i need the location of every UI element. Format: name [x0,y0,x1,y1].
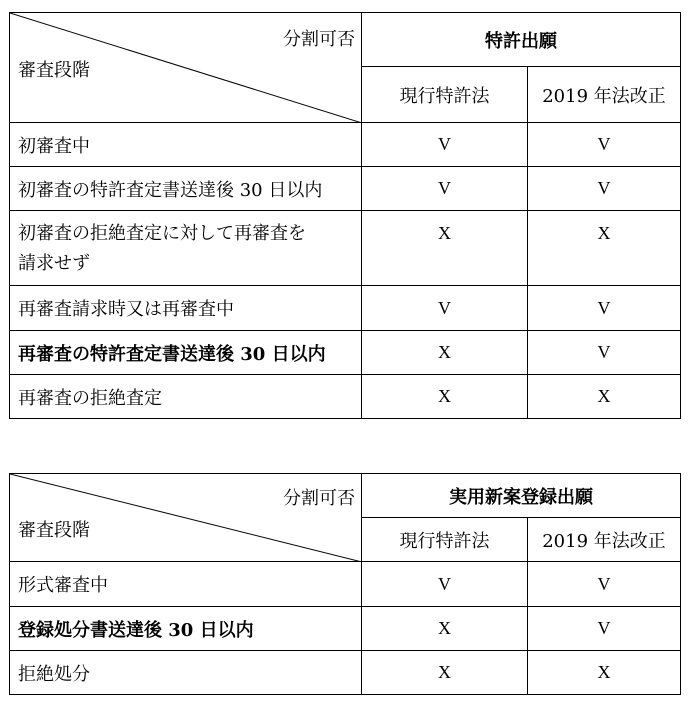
revised-law-cell: V [528,607,681,651]
stage-cell: 初審査中 [10,123,362,167]
stage-cell [10,211,362,286]
table-row [10,607,681,651]
table-row [10,286,681,331]
col-header-revised: 2019 年法改正 [528,518,681,562]
col-header-revised: 2019 年法改正 [528,67,681,123]
current-law-cell: X [362,375,528,419]
table-row [10,562,681,607]
table-row [10,375,681,419]
revised-law-cell: X [528,375,681,419]
stage-cell: 拒絶処分 [10,651,362,695]
col-header-current: 現行特許法 [362,518,528,562]
current-law-cell: V [362,123,528,167]
current-law-cell: X [362,211,528,286]
table-row [10,211,681,286]
group-header: 特許出願 [362,13,681,67]
corner-bottom-left-label: 審査段階 [18,520,90,541]
stage-cell: 登録処分書送達後 30 日以内 [10,607,362,651]
corner-top-right-label: 分割可否 [283,488,355,509]
revised-law-cell: V [528,167,681,211]
corner-top-right-label: 分割可否 [283,29,355,50]
current-law-cell: X [362,607,528,651]
stage-cell: 再審査の拒絶査定 [10,375,362,419]
stage-line: 初審査の拒絶査定に対して再審査を [18,223,306,244]
revised-law-cell: X [528,211,681,286]
current-law-cell: X [362,651,528,695]
corner-header [10,474,362,562]
corner-header [10,13,362,123]
stage-line: 請求せず [18,253,90,274]
revised-law-cell: V [528,331,681,375]
table-row [10,331,681,375]
revised-law-cell: V [528,286,681,331]
revised-law-cell: V [528,123,681,167]
revised-law-cell: X [528,651,681,695]
revised-law-cell: V [528,562,681,607]
stage-cell: 初審査の特許査定書送達後 30 日以内 [10,167,362,211]
stage-cell: 再審査の特許査定書送達後 30 日以内 [10,331,362,375]
current-law-cell: X [362,331,528,375]
stage-cell: 再審査請求時又は再審査中 [10,286,362,331]
group-header: 実用新案登録出願 [362,474,681,518]
utility-model-division-table [9,473,681,695]
table-row [10,167,681,211]
table-row [10,123,681,167]
current-law-cell: V [362,286,528,331]
stage-cell: 形式審査中 [10,562,362,607]
col-header-current: 現行特許法 [362,67,528,123]
patent-division-table [9,12,681,419]
current-law-cell: V [362,167,528,211]
table-row [10,651,681,695]
current-law-cell: V [362,562,528,607]
corner-bottom-left-label: 審査段階 [18,60,90,81]
